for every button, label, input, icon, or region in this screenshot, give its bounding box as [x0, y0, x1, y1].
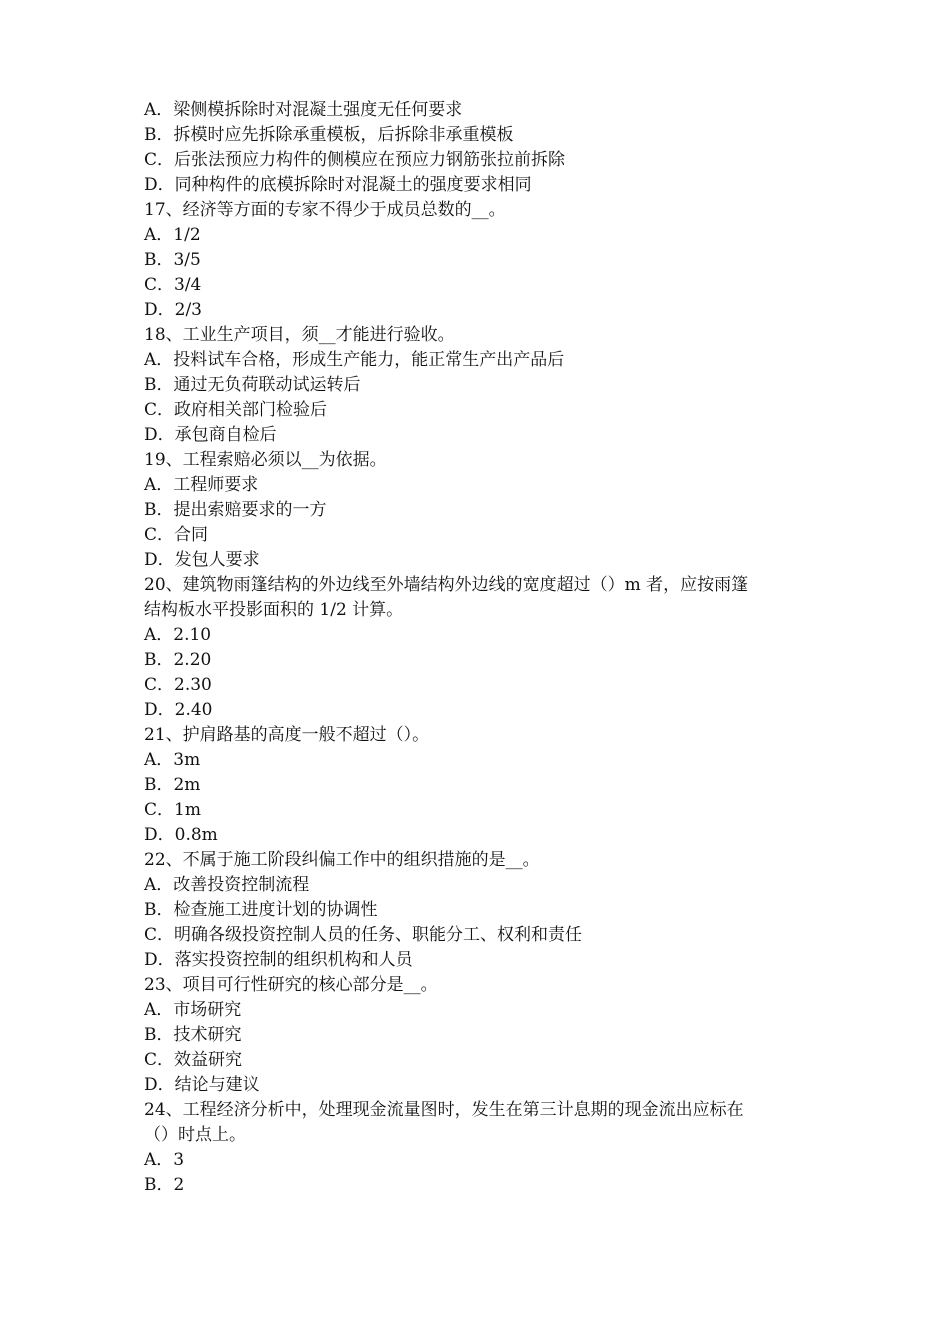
- document-line: 19、工程索赔必须以__为依据。: [144, 450, 387, 470]
- document-line: B．提出索赔要求的一方: [144, 500, 327, 520]
- document-line: D．落实投资控制的组织机构和人员: [144, 950, 413, 970]
- document-line: D．发包人要求: [144, 550, 260, 570]
- document-line: A．投料试车合格，形成生产能力，能正常生产出产品后: [144, 350, 565, 370]
- document-line: C．政府相关部门检验后: [144, 400, 328, 420]
- document-line: A．3: [144, 1150, 185, 1170]
- document-line: A．1/2: [144, 225, 201, 245]
- document-line: 23、项目可行性研究的核心部分是__。: [144, 975, 438, 995]
- document-line: 22、不属于施工阶段纠偏工作中的组织措施的是__。: [144, 850, 540, 870]
- document-line: A．2.10: [144, 625, 212, 645]
- document-line: B．2.20: [144, 650, 212, 670]
- document-line: C．2.30: [144, 675, 212, 695]
- document-line: 21、护肩路基的高度一般不超过（）。: [144, 725, 430, 745]
- document-line: D．同种构件的底模拆除时对混凝土的强度要求相同: [144, 175, 532, 195]
- document-line: C．3/4: [144, 275, 202, 295]
- document-line: C．效益研究: [144, 1050, 243, 1070]
- document-line: C．1m: [144, 800, 201, 820]
- document-line: 18、工业生产项目，须__才能进行验收。: [144, 325, 455, 345]
- document-line: D．结论与建议: [144, 1075, 260, 1095]
- document-line: B．3/5: [144, 250, 201, 270]
- document-line: A．市场研究: [144, 1000, 242, 1020]
- document-line: B．2m: [144, 775, 201, 795]
- document-line: B．技术研究: [144, 1025, 242, 1045]
- document-line: B．通过无负荷联动试运转后: [144, 375, 361, 395]
- document-line: 17、经济等方面的专家不得少于成员总数的__。: [144, 200, 506, 220]
- document-line: A．工程师要求: [144, 475, 259, 495]
- document-line: A．改善投资控制流程: [144, 875, 310, 895]
- document-line: （）时点上。: [144, 1125, 246, 1145]
- document-line: B．拆模时应先拆除承重模板，后拆除非承重模板: [144, 125, 514, 145]
- document-line: D．2.40: [144, 700, 213, 720]
- document-line: A．3m: [144, 750, 201, 770]
- document-line: B．检查施工进度计划的协调性: [144, 900, 378, 920]
- document-body: [144, 98, 824, 1198]
- document-line: B．2: [144, 1175, 185, 1195]
- document-line: C．合同: [144, 525, 209, 545]
- document-line: C．明确各级投资控制人员的任务、职能分工、权利和责任: [144, 925, 583, 945]
- document-line: 结构板水平投影面积的 1/2 计算。: [144, 600, 404, 620]
- document-line: A．梁侧模拆除时对混凝土强度无任何要求: [144, 100, 463, 120]
- document-line: C．后张法预应力构件的侧模应在预应力钢筋张拉前拆除: [144, 150, 566, 170]
- document-line: D．2/3: [144, 300, 202, 320]
- document-line: 24、工程经济分析中，处理现金流量图时，发生在第三计息期的现金流出应标在: [144, 1100, 744, 1120]
- document-line: 20、建筑物雨篷结构的外边线至外墙结构外边线的宽度超过（）m 者，应按雨篷: [144, 575, 749, 595]
- document-line: D．0.8m: [144, 825, 218, 845]
- document-line: D．承包商自检后: [144, 425, 277, 445]
